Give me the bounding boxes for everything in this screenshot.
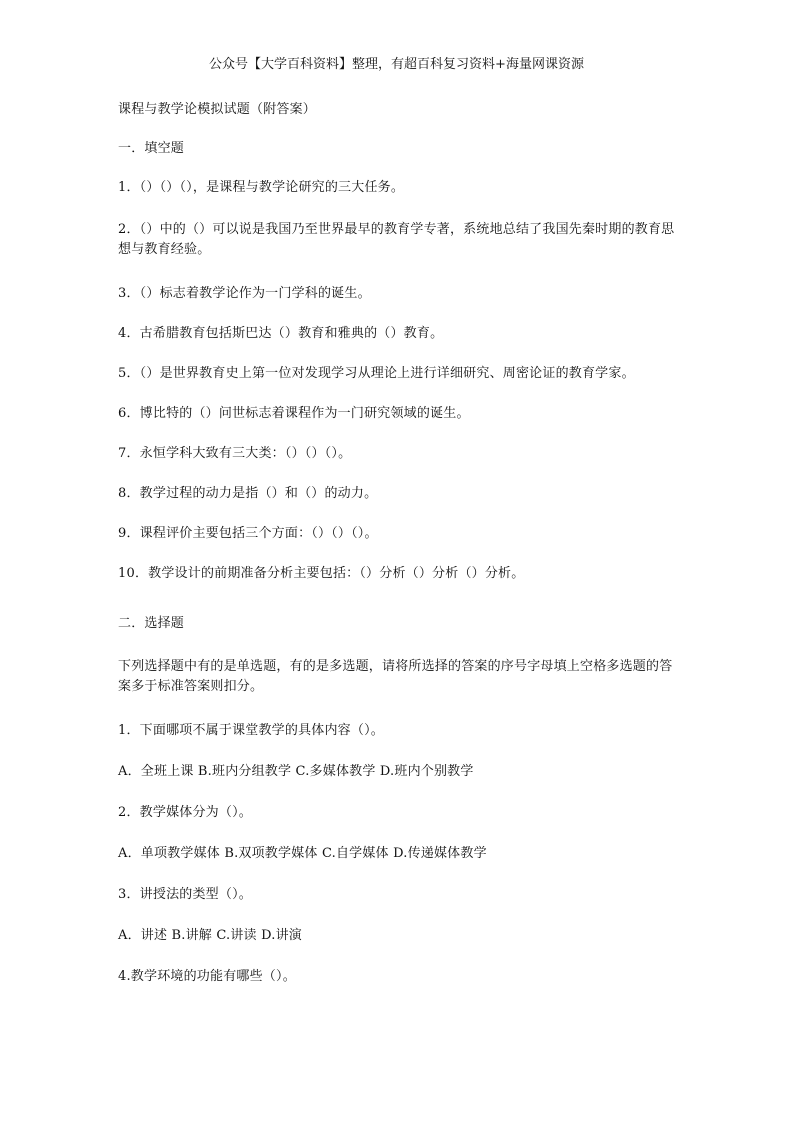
section-heading-fill-in: 一．填空题: [118, 141, 185, 156]
choice-question-options: A．单项教学媒体 B.双项教学媒体 C.自学媒体 D.传递媒体教学: [118, 846, 487, 861]
fill-in-item: 8．教学过程的动力是指（）和（）的动力。: [118, 486, 378, 501]
fill-in-item: 9．课程评价主要包括三个方面：（）（）（）。: [118, 526, 378, 541]
page-header: 公众号【大学百科资料】整理，有超百科复习资料+海量网课资源: [209, 57, 584, 72]
fill-in-item: 3．（）标志着教学论作为一门学科的诞生。: [118, 286, 371, 301]
choice-question-stem: 2．教学媒体分为（）。: [118, 805, 252, 820]
choice-question-stem: 1．下面哪项不属于课堂教学的具体内容（）。: [118, 723, 384, 738]
fill-in-item: 7．永恒学科大致有三大类：（）（）（）。: [118, 446, 352, 461]
choice-question-options: A．全班上课 B.班内分组教学 C.多媒体教学 D.班内个别教学: [118, 764, 474, 779]
choice-instructions: 下列选择题中有的是单选题，有的是多选题，请将所选择的答案的序号字母填上空格多选题的答案多于标准答案则扣分。: [118, 659, 673, 694]
choice-question-stem: 3．讲授法的类型（）。: [118, 887, 252, 902]
document-title: 课程与教学论模拟试题（附答案）: [118, 102, 317, 117]
fill-in-item: 1．（）（）（），是课程与教学论研究的三大任务。: [118, 180, 405, 195]
fill-in-item: 4．古希腊教育包括斯巴达（）教育和雅典的（）教育。: [118, 326, 444, 341]
choice-question-stem: 4.教学环境的功能有哪些（）。: [118, 969, 296, 984]
fill-in-item: 6．博比特的（）问世标志着课程作为一门研究领域的诞生。: [118, 406, 470, 421]
choice-question-options: A．讲述 B.讲解 C.讲读 D.讲演: [118, 928, 302, 943]
section-heading-choice: 二．选择题: [118, 616, 185, 631]
fill-in-item: 10．教学设计的前期准备分析主要包括：（）分析（）分析（）分析。: [118, 566, 525, 581]
fill-in-item: 5．（）是世界教育史上第一位对发现学习从理论上进行详细研究、周密论证的教育学家。: [118, 366, 635, 381]
fill-in-item: 2．（）中的（）可以说是我国乃至世界最早的教育学专著，系统地总结了我国先秦时期的教育思想与教育经验。: [118, 222, 675, 257]
